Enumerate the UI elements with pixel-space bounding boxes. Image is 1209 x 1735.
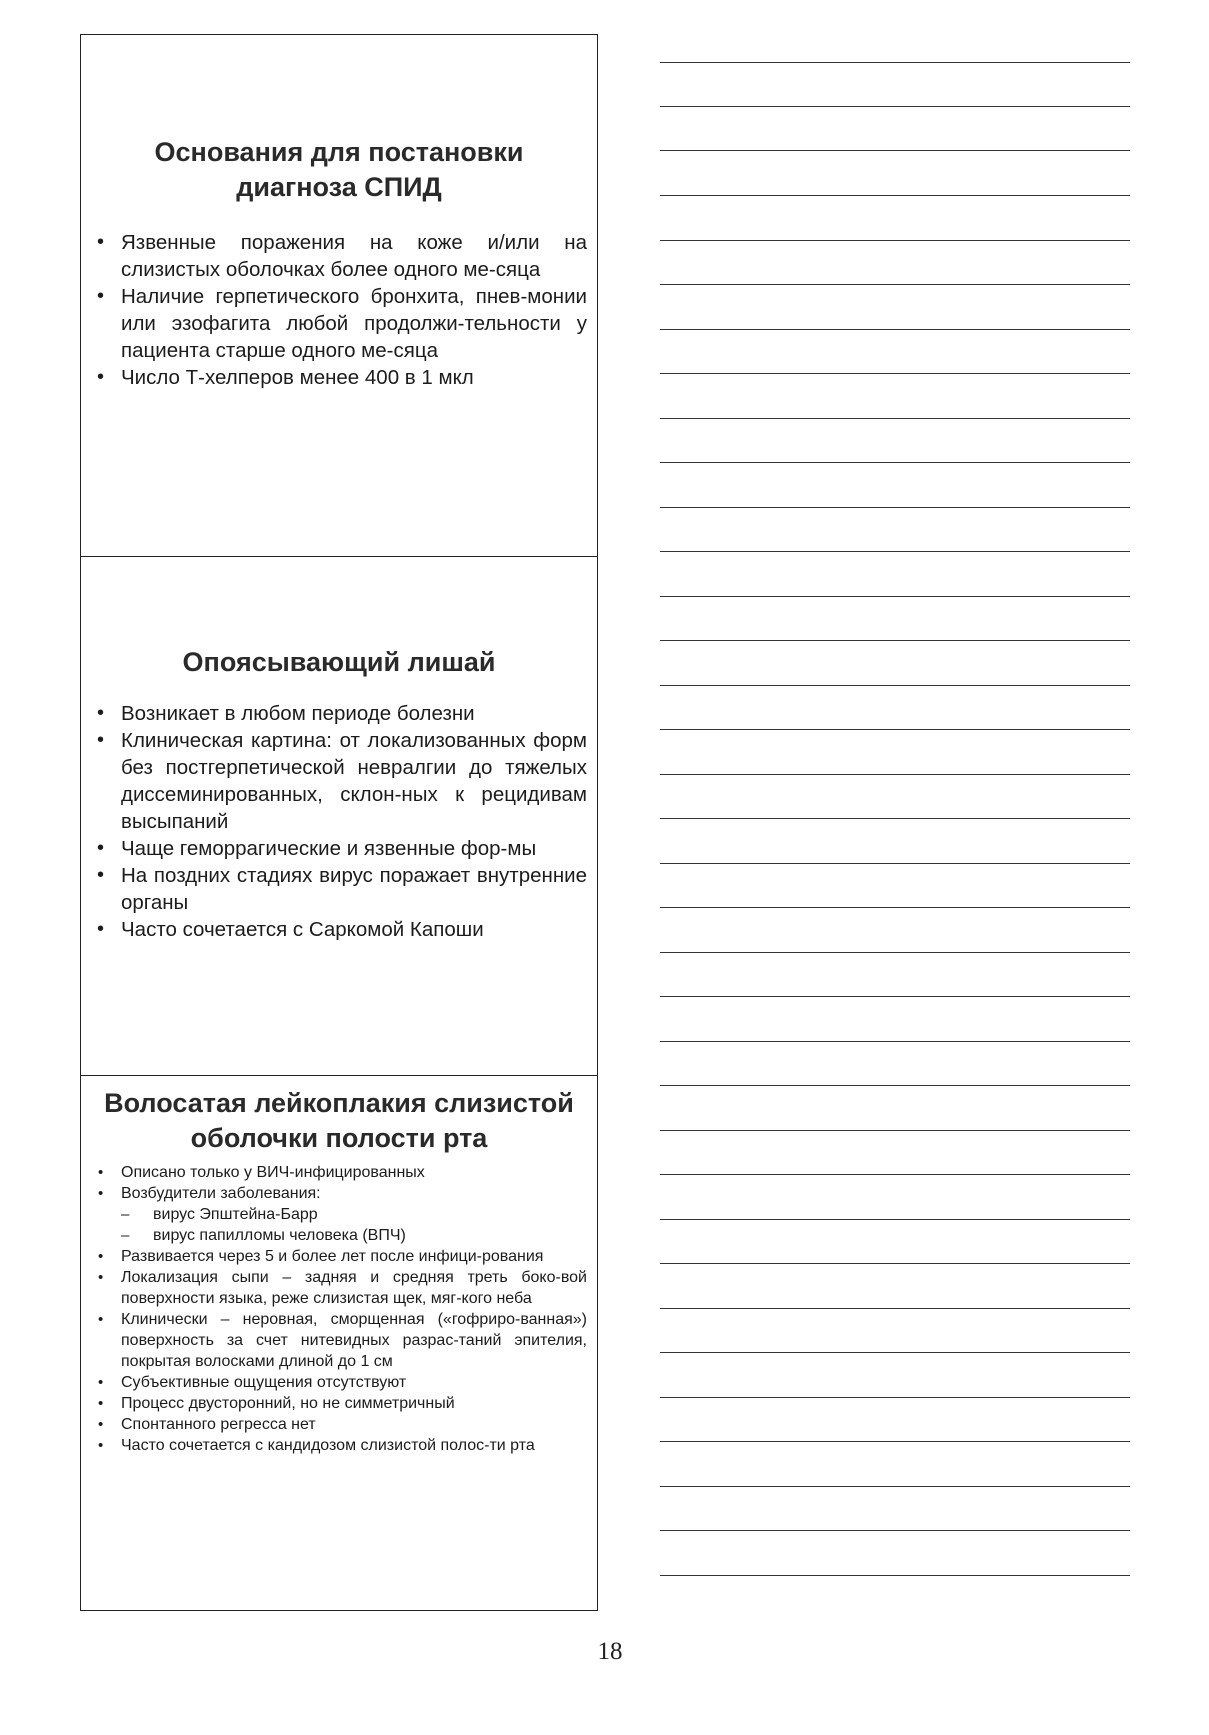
note-line [660,685,1130,686]
note-line [660,596,1130,597]
note-line [660,1441,1130,1442]
note-line [660,1486,1130,1487]
list-item: • Клиническая картина: от локализованных форм без постгерпетической невралгии до тяжелых диссеминированных, склон-ных к рецидивам высыпаний [91,727,587,835]
page-number: 18 [597,1638,623,1665]
list-item: • Спонтанного регресса нет [91,1414,587,1435]
list-item: • Клинически – неровная, сморщенная («гофриро-ванная») поверхность за счет нитевидных разрас-таний эпителия, покрытая волосками длиной до 1 см [91,1309,587,1372]
bullet-list [91,700,587,943]
note-line [660,507,1130,508]
list-item: • Часто сочетается с Саркомой Капоши [91,916,587,943]
list-subitem: – вирус папилломы человека (ВПЧ) [91,1225,587,1246]
note-line [660,106,1130,107]
note-line [660,1219,1130,1220]
note-line [660,551,1130,552]
note-line [660,1130,1130,1131]
note-line [660,284,1130,285]
list-item: • Процесс двусторонний, но не симметричный [91,1393,587,1414]
note-line [660,1352,1130,1353]
note-line [660,818,1130,819]
note-line [660,1085,1130,1086]
note-lines [660,0,1130,1735]
slide-aids-diagnosis [81,35,597,556]
list-item: • Развивается через 5 и более лет после инфици-рования [91,1246,587,1267]
note-line [660,62,1130,63]
list-item: • На поздних стадиях вирус поражает внутренние органы [91,862,587,916]
note-line [660,1174,1130,1175]
note-line [660,462,1130,463]
bullet-list [91,229,587,391]
note-line [660,1575,1130,1576]
note-line [660,150,1130,151]
note-line [660,907,1130,908]
list-item: • Часто сочетается с кандидозом слизистой полос-ти рта [91,1435,587,1456]
note-line [660,329,1130,330]
note-line [660,952,1130,953]
list-subitem: – вирус Эпштейна-Барр [91,1204,587,1225]
note-line [660,1263,1130,1264]
note-line [660,640,1130,641]
bullet-list [91,1162,587,1456]
list-item: • Язвенные поражения на коже и/или на слизистых оболочках более одного ме-сяца [91,229,587,283]
note-line [660,373,1130,374]
list-item: • Чаще геморрагические и язвенные фор-мы [91,835,587,862]
list-item: • Возбудители заболевания: [91,1183,587,1204]
list-item: • Описано только у ВИЧ-инфицированных [91,1162,587,1183]
slide-title: Основания для постановки диагноза СПИД [154,137,524,202]
slides-column [80,34,598,1611]
note-line [660,863,1130,864]
note-line [660,1530,1130,1531]
note-line [660,1041,1130,1042]
list-item: • Наличие герпетического бронхита, пнев-монии или эзофагита любой продолжи-тельности у пациента старше одного ме-сяца [91,283,587,364]
note-line [660,996,1130,997]
slide-herpes-zoster [81,556,597,1075]
note-line [660,195,1130,196]
note-line [660,240,1130,241]
list-item: • Локализация сыпи – задняя и средняя треть боко-вой поверхности языка, реже слизистая щек, мяг-кого неба [91,1267,587,1309]
list-item: • Субъективные ощущения отсутствуют [91,1372,587,1393]
slide-hairy-leukoplakia [81,1075,597,1610]
note-line [660,418,1130,419]
list-item: • Возникает в любом периоде болезни [91,700,587,727]
note-line [660,1397,1130,1398]
slide-title: Волосатая лейкоплакия слизистой оболочки полости рта [104,1088,574,1153]
note-line [660,1308,1130,1309]
note-line [660,729,1130,730]
slide-title: Опоясывающий лишай [182,647,496,677]
note-line [660,774,1130,775]
list-item: • Число Т-хелперов менее 400 в 1 мкл [91,364,587,391]
